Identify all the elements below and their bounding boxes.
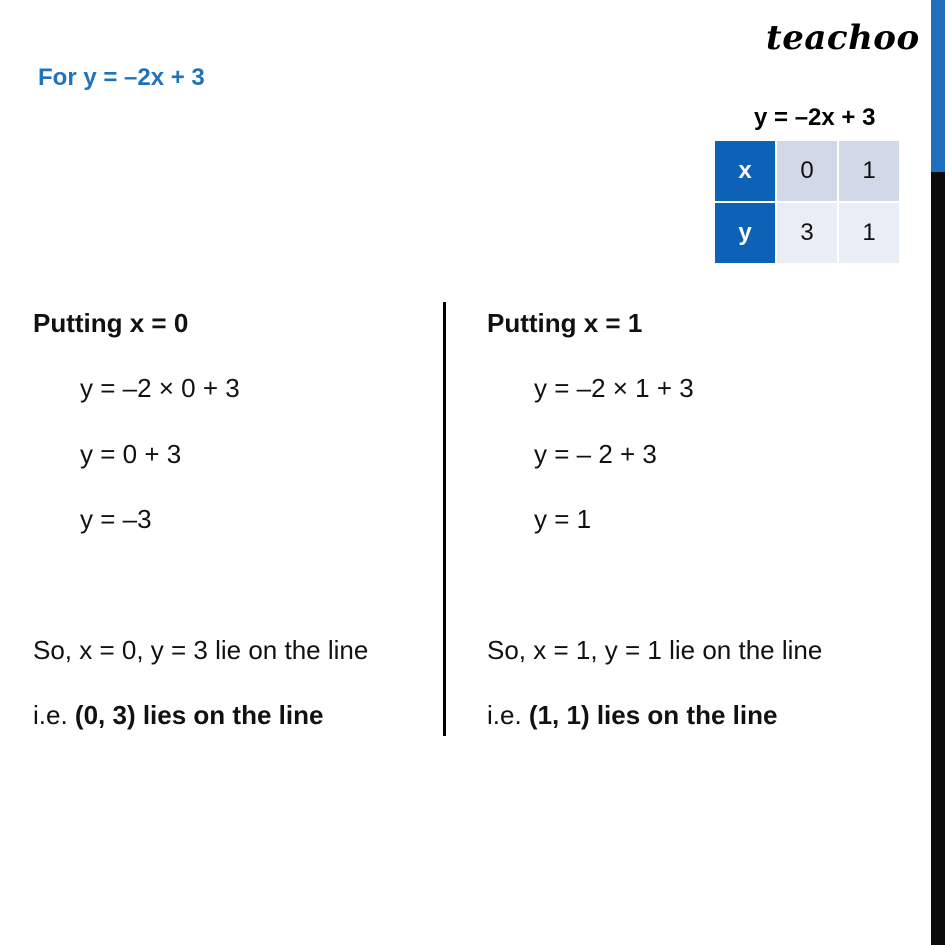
right-result-text: (1, 1) lies on the line — [528, 700, 778, 730]
right-conclusion: So, x = 1, y = 1 lie on the line — [487, 635, 823, 665]
left-step-line: y = –3 — [80, 504, 152, 534]
table-cell: 3 — [777, 203, 837, 263]
left-step-heading: Putting x = 0 — [33, 308, 189, 338]
right-step-line: y = 1 — [534, 504, 592, 534]
table-cell: 1 — [839, 141, 899, 201]
page-heading: For y = –2x + 3 — [38, 64, 205, 91]
table-cell: 0 — [777, 141, 837, 201]
table-title: y = –2x + 3 — [754, 104, 876, 131]
right-result-prefix: i.e. — [487, 700, 529, 730]
left-conclusion: So, x = 0, y = 3 lie on the line — [33, 635, 369, 665]
left-result-prefix: i.e. — [33, 700, 75, 730]
left-result-text: (0, 3) lies on the line — [74, 700, 324, 730]
table-row-y — [715, 203, 899, 263]
left-step-line: y = 0 + 3 — [80, 439, 182, 469]
table-row-label: y — [715, 203, 775, 263]
left-result — [33, 692, 323, 738]
table-cell: 1 — [839, 203, 899, 263]
table-row-label: x — [715, 141, 775, 201]
right-step-line: y = –2 × 1 + 3 — [534, 373, 694, 403]
side-bar-accent — [931, 0, 945, 172]
column-divider — [443, 302, 446, 736]
right-step-heading: Putting x = 1 — [487, 308, 643, 338]
values-table — [713, 139, 901, 265]
left-step-line: y = –2 × 0 + 3 — [80, 373, 240, 403]
right-step-line: y = – 2 + 3 — [534, 439, 657, 469]
right-result — [487, 692, 777, 738]
teachoo-logo: teachoo — [766, 18, 920, 58]
table-row-x — [715, 141, 899, 201]
